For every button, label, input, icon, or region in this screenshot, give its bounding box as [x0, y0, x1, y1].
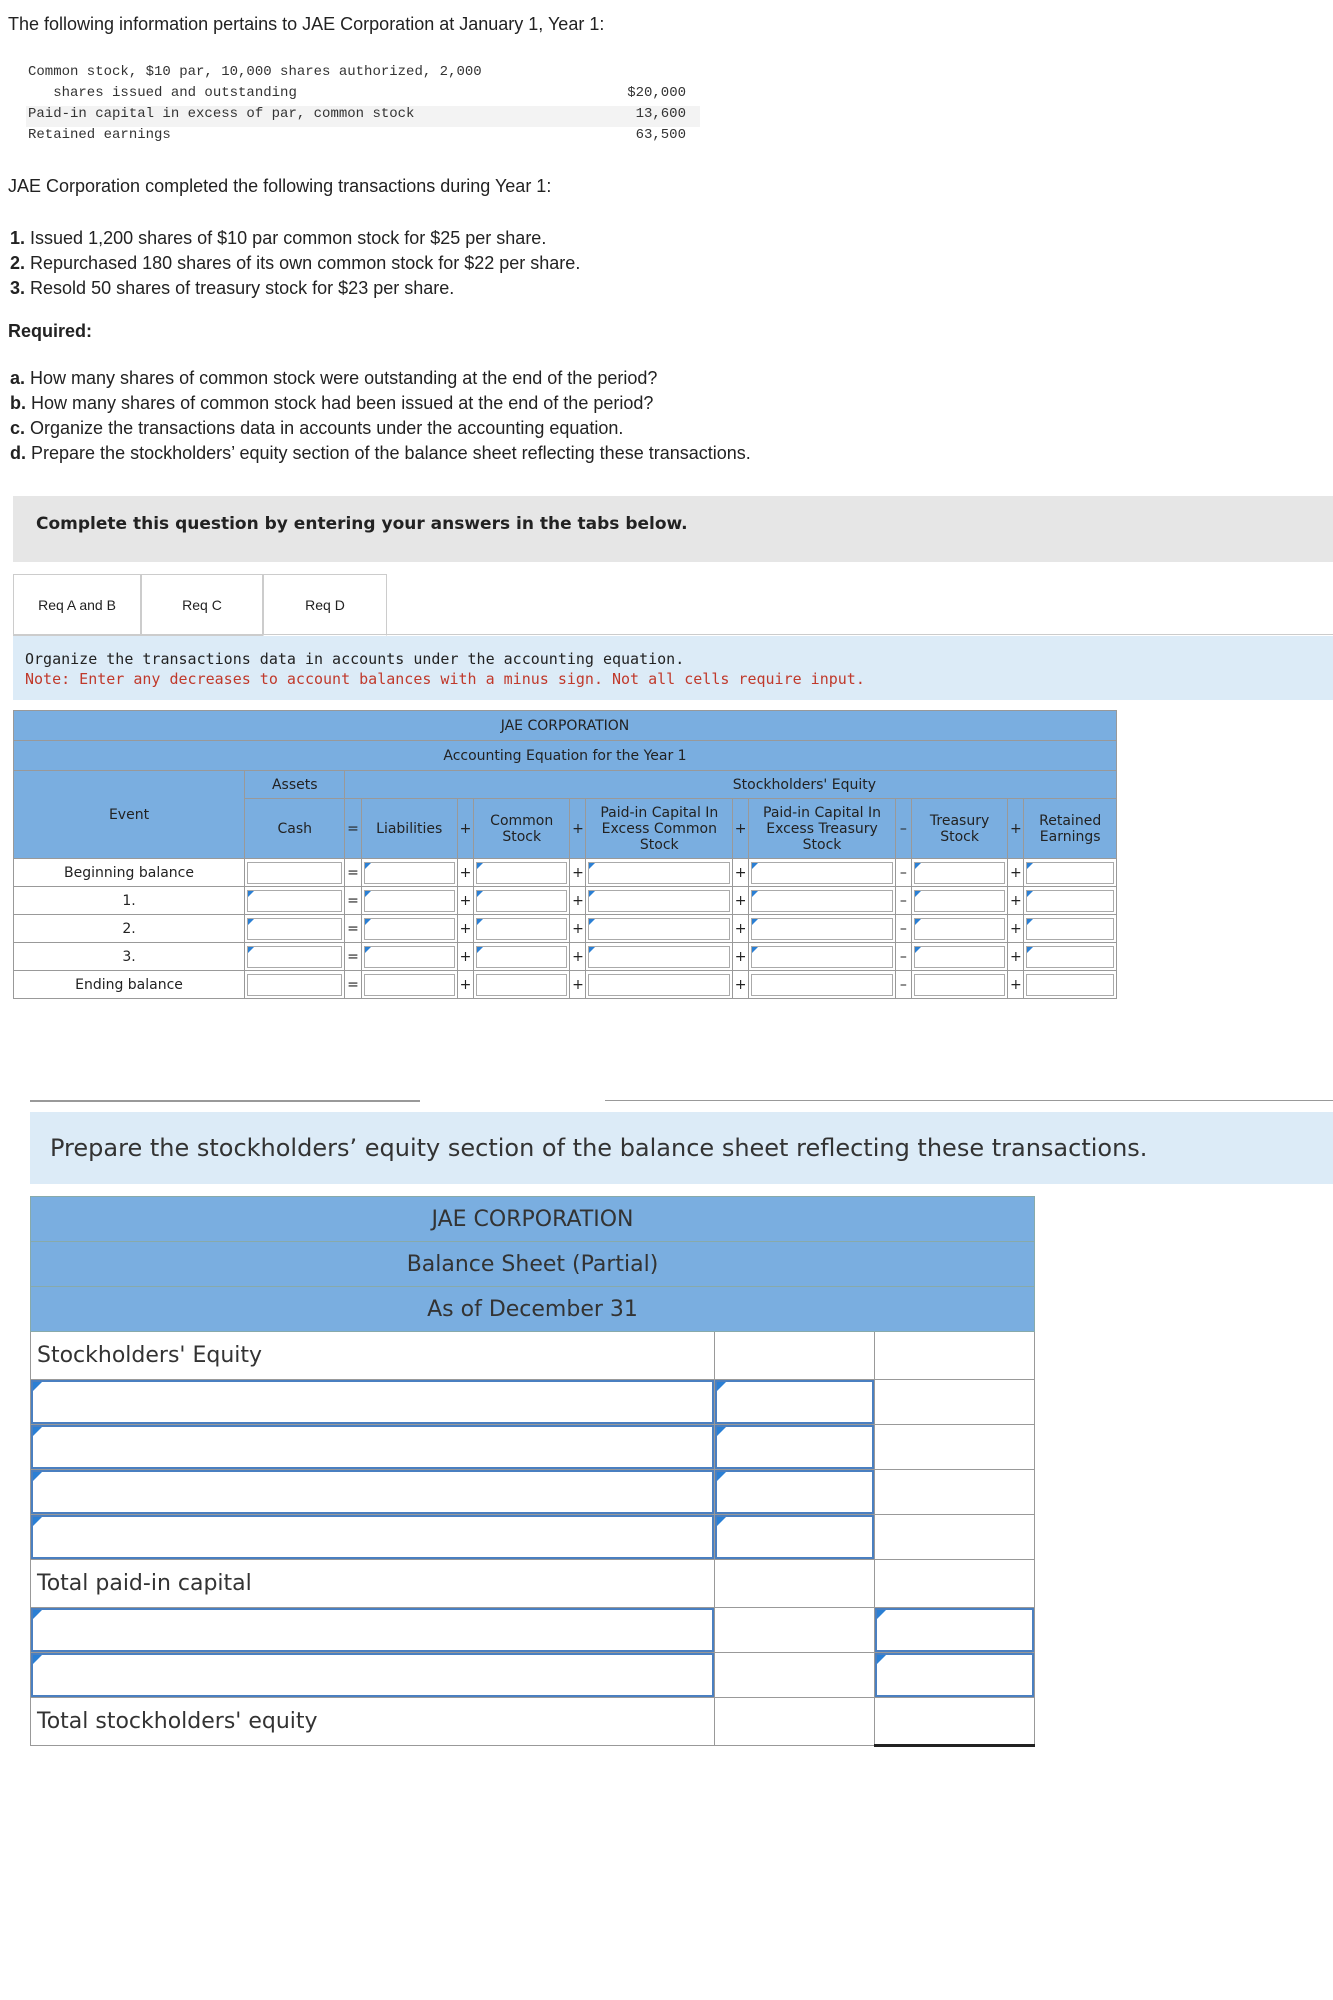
- list-item: b. How many shares of common stock had been issued at the end of the period?: [10, 393, 654, 413]
- list-item: d. Prepare the stockholders’ equity section of the balance sheet reflecting these transactions.: [10, 443, 751, 463]
- operator: +: [570, 887, 586, 915]
- operator: +: [1008, 887, 1024, 915]
- event-header: Event: [14, 771, 245, 859]
- bs-label-input[interactable]: [31, 1653, 714, 1697]
- equation-input[interactable]: [588, 918, 730, 940]
- equation-input[interactable]: [476, 862, 567, 884]
- operator: +: [733, 915, 749, 943]
- equation-input[interactable]: [1026, 862, 1114, 884]
- bs-amount-input[interactable]: [875, 1608, 1034, 1652]
- equation-input[interactable]: [476, 890, 567, 912]
- complete-banner: Complete this question by entering your answers in the tabs below.: [13, 496, 1333, 562]
- instruction-text: Organize the transactions data in accounts under the accounting equation.: [25, 650, 685, 668]
- bs-amount-input[interactable]: [715, 1380, 874, 1424]
- balance-sheet-table: [30, 1196, 1035, 1747]
- given-balances: [26, 64, 700, 148]
- operator: +: [1008, 971, 1024, 999]
- equation-input[interactable]: [364, 974, 455, 996]
- treasury-stock-header: Treasury Stock: [911, 799, 1007, 859]
- given-row: Paid-in capital in excess of par, common stock 13,600: [26, 106, 700, 127]
- operator: –: [895, 859, 911, 887]
- tab-req-d[interactable]: Req D: [263, 574, 387, 636]
- operator: =: [345, 971, 361, 999]
- operator: +: [1008, 915, 1024, 943]
- given-row: Common stock, $10 par, 10,000 shares authorized, 2,000: [28, 64, 482, 80]
- required-label: Required:: [8, 321, 93, 341]
- list-item: 3. Resold 50 shares of treasury stock for $23 per share.: [10, 278, 455, 298]
- common-stock-header: Common Stock: [474, 799, 570, 859]
- equation-input[interactable]: [247, 890, 342, 912]
- bs-amount-input[interactable]: [715, 1425, 874, 1469]
- equation-input[interactable]: [1026, 890, 1114, 912]
- equation-input[interactable]: [588, 890, 730, 912]
- liabilities-header: Liabilities: [361, 799, 457, 859]
- eq-company: JAE CORPORATION: [14, 711, 1117, 741]
- operator: +: [457, 859, 473, 887]
- equation-input[interactable]: [751, 946, 893, 968]
- given-row: shares issued and outstanding $20,000: [28, 85, 686, 101]
- operator: +: [733, 943, 749, 971]
- se-header: Stockholders' Equity: [345, 771, 1117, 799]
- equation-input[interactable]: [476, 974, 567, 996]
- equation-input[interactable]: [1026, 946, 1114, 968]
- operator: +: [457, 943, 473, 971]
- equation-input[interactable]: [247, 918, 342, 940]
- equation-input[interactable]: [751, 862, 893, 884]
- equation-input[interactable]: [247, 946, 342, 968]
- operator: +: [733, 971, 749, 999]
- instruction-note: Note: Enter any decreases to account balances with a minus sign. Not all cells require input.: [25, 670, 865, 688]
- assets-header: Assets: [245, 771, 345, 799]
- equation-input[interactable]: [364, 862, 455, 884]
- equation-input[interactable]: [914, 974, 1005, 996]
- bs-amount-input[interactable]: [715, 1515, 874, 1559]
- tab-divider: [13, 634, 1333, 635]
- operator: +: [1008, 859, 1024, 887]
- bs-title: Balance Sheet (Partial): [31, 1242, 1035, 1287]
- operator: +: [733, 887, 749, 915]
- table-row: [14, 971, 1117, 999]
- operator: +: [1008, 943, 1024, 971]
- operator: +: [570, 915, 586, 943]
- equation-input[interactable]: [914, 946, 1005, 968]
- event-label: Beginning balance: [14, 859, 245, 887]
- eq-title: Accounting Equation for the Year 1: [14, 741, 1117, 771]
- operator: –: [895, 943, 911, 971]
- tab-strip-fragment: [605, 1100, 1333, 1101]
- bs-amount-input[interactable]: [875, 1653, 1034, 1697]
- equation-input[interactable]: [364, 890, 455, 912]
- instructions-panel: [13, 636, 1333, 700]
- equation-input[interactable]: [588, 946, 730, 968]
- bs-label-input[interactable]: [31, 1425, 714, 1469]
- operator: +: [570, 971, 586, 999]
- table-row: [14, 915, 1117, 943]
- operator: –: [895, 971, 911, 999]
- operator: +: [457, 915, 473, 943]
- transactions-list: [10, 226, 580, 301]
- bs-company: JAE CORPORATION: [31, 1197, 1035, 1242]
- tab-req-c[interactable]: Req C: [141, 574, 263, 636]
- cash-header: Cash: [245, 799, 345, 859]
- bs-label-input[interactable]: [31, 1515, 714, 1559]
- operator: +: [570, 943, 586, 971]
- equation-input[interactable]: [364, 946, 455, 968]
- event-label: 3.: [14, 943, 245, 971]
- equation-input[interactable]: [476, 946, 567, 968]
- given-row: Retained earnings 63,500: [28, 127, 686, 143]
- equation-input[interactable]: [751, 890, 893, 912]
- pic-ts-header: Paid-in Capital In Excess Treasury Stock: [749, 799, 896, 859]
- bs-label-input[interactable]: [31, 1380, 714, 1424]
- event-label: 2.: [14, 915, 245, 943]
- equation-input[interactable]: [1026, 918, 1114, 940]
- bs-label-input[interactable]: [31, 1608, 714, 1652]
- tab-strip-fragment: [30, 1100, 420, 1102]
- se-section-label: Stockholders' Equity: [31, 1332, 715, 1380]
- table-row: [14, 887, 1117, 915]
- list-item: 2. Repurchased 180 shares of its own common stock for $22 per share.: [10, 253, 581, 273]
- equation-input[interactable]: [1026, 974, 1114, 996]
- prepare-banner: Prepare the stockholders’ equity section of the balance sheet reflecting these transactions.: [30, 1112, 1333, 1184]
- list-item: c. Organize the transactions data in accounts under the accounting equation.: [10, 418, 624, 438]
- operator: =: [345, 859, 361, 887]
- tab-req-a-and-b[interactable]: Req A and B: [13, 574, 141, 636]
- equation-input[interactable]: [364, 918, 455, 940]
- accounting-equation-table: JAE CORPORATION Accounting Equation for the Year 1 Event Assets Stockholders' Equity Cash = Liabilities + Common Stock + Paid-in Capital In Excess Common Stock + Paid-in Capital In Excess Treasury Stock – Treasury Stock + Retained Earnings Beginning balance = + + + – + 1. = + + + – + 2. = + + + – + 3. = + + + – + Ending balance = + + + – +: [13, 710, 1117, 999]
- equation-input[interactable]: [914, 862, 1005, 884]
- bs-label-input[interactable]: [31, 1470, 714, 1514]
- equation-input[interactable]: [247, 974, 342, 996]
- pic-cs-header: Paid-in Capital In Excess Common Stock: [586, 799, 733, 859]
- intro-text: The following information pertains to JAE Corporation at January 1, Year 1:: [8, 14, 605, 34]
- table-row: [14, 859, 1117, 887]
- retained-earnings-header: Retained Earnings: [1024, 799, 1117, 859]
- equation-input[interactable]: [588, 862, 730, 884]
- bs-date: As of December 31: [31, 1287, 1035, 1332]
- equation-input[interactable]: [588, 974, 730, 996]
- operator: =: [345, 915, 361, 943]
- operator: +: [733, 859, 749, 887]
- equation-input[interactable]: [751, 974, 893, 996]
- operator: =: [345, 887, 361, 915]
- list-item: 1. Issued 1,200 shares of $10 par common stock for $25 per share.: [10, 228, 547, 248]
- equation-input[interactable]: [914, 890, 1005, 912]
- requirements-list: [10, 366, 751, 466]
- bs-amount-input[interactable]: [715, 1470, 874, 1514]
- operator: +: [457, 887, 473, 915]
- operator: –: [895, 887, 911, 915]
- operator: +: [457, 971, 473, 999]
- list-item: a. How many shares of common stock were outstanding at the end of the period?: [10, 368, 658, 388]
- equation-input[interactable]: [751, 918, 893, 940]
- table-row: [14, 943, 1117, 971]
- event-label: 1.: [14, 887, 245, 915]
- operator: –: [895, 915, 911, 943]
- equation-input[interactable]: [914, 918, 1005, 940]
- operator: +: [570, 859, 586, 887]
- transactions-intro: JAE Corporation completed the following transactions during Year 1:: [8, 176, 552, 196]
- event-label: Ending balance: [14, 971, 245, 999]
- total-se-label: Total stockholders' equity: [31, 1698, 715, 1746]
- operator: =: [345, 943, 361, 971]
- equation-input[interactable]: [247, 862, 342, 884]
- total-paid-in-capital-label: Total paid-in capital: [31, 1560, 715, 1608]
- equation-input[interactable]: [476, 918, 567, 940]
